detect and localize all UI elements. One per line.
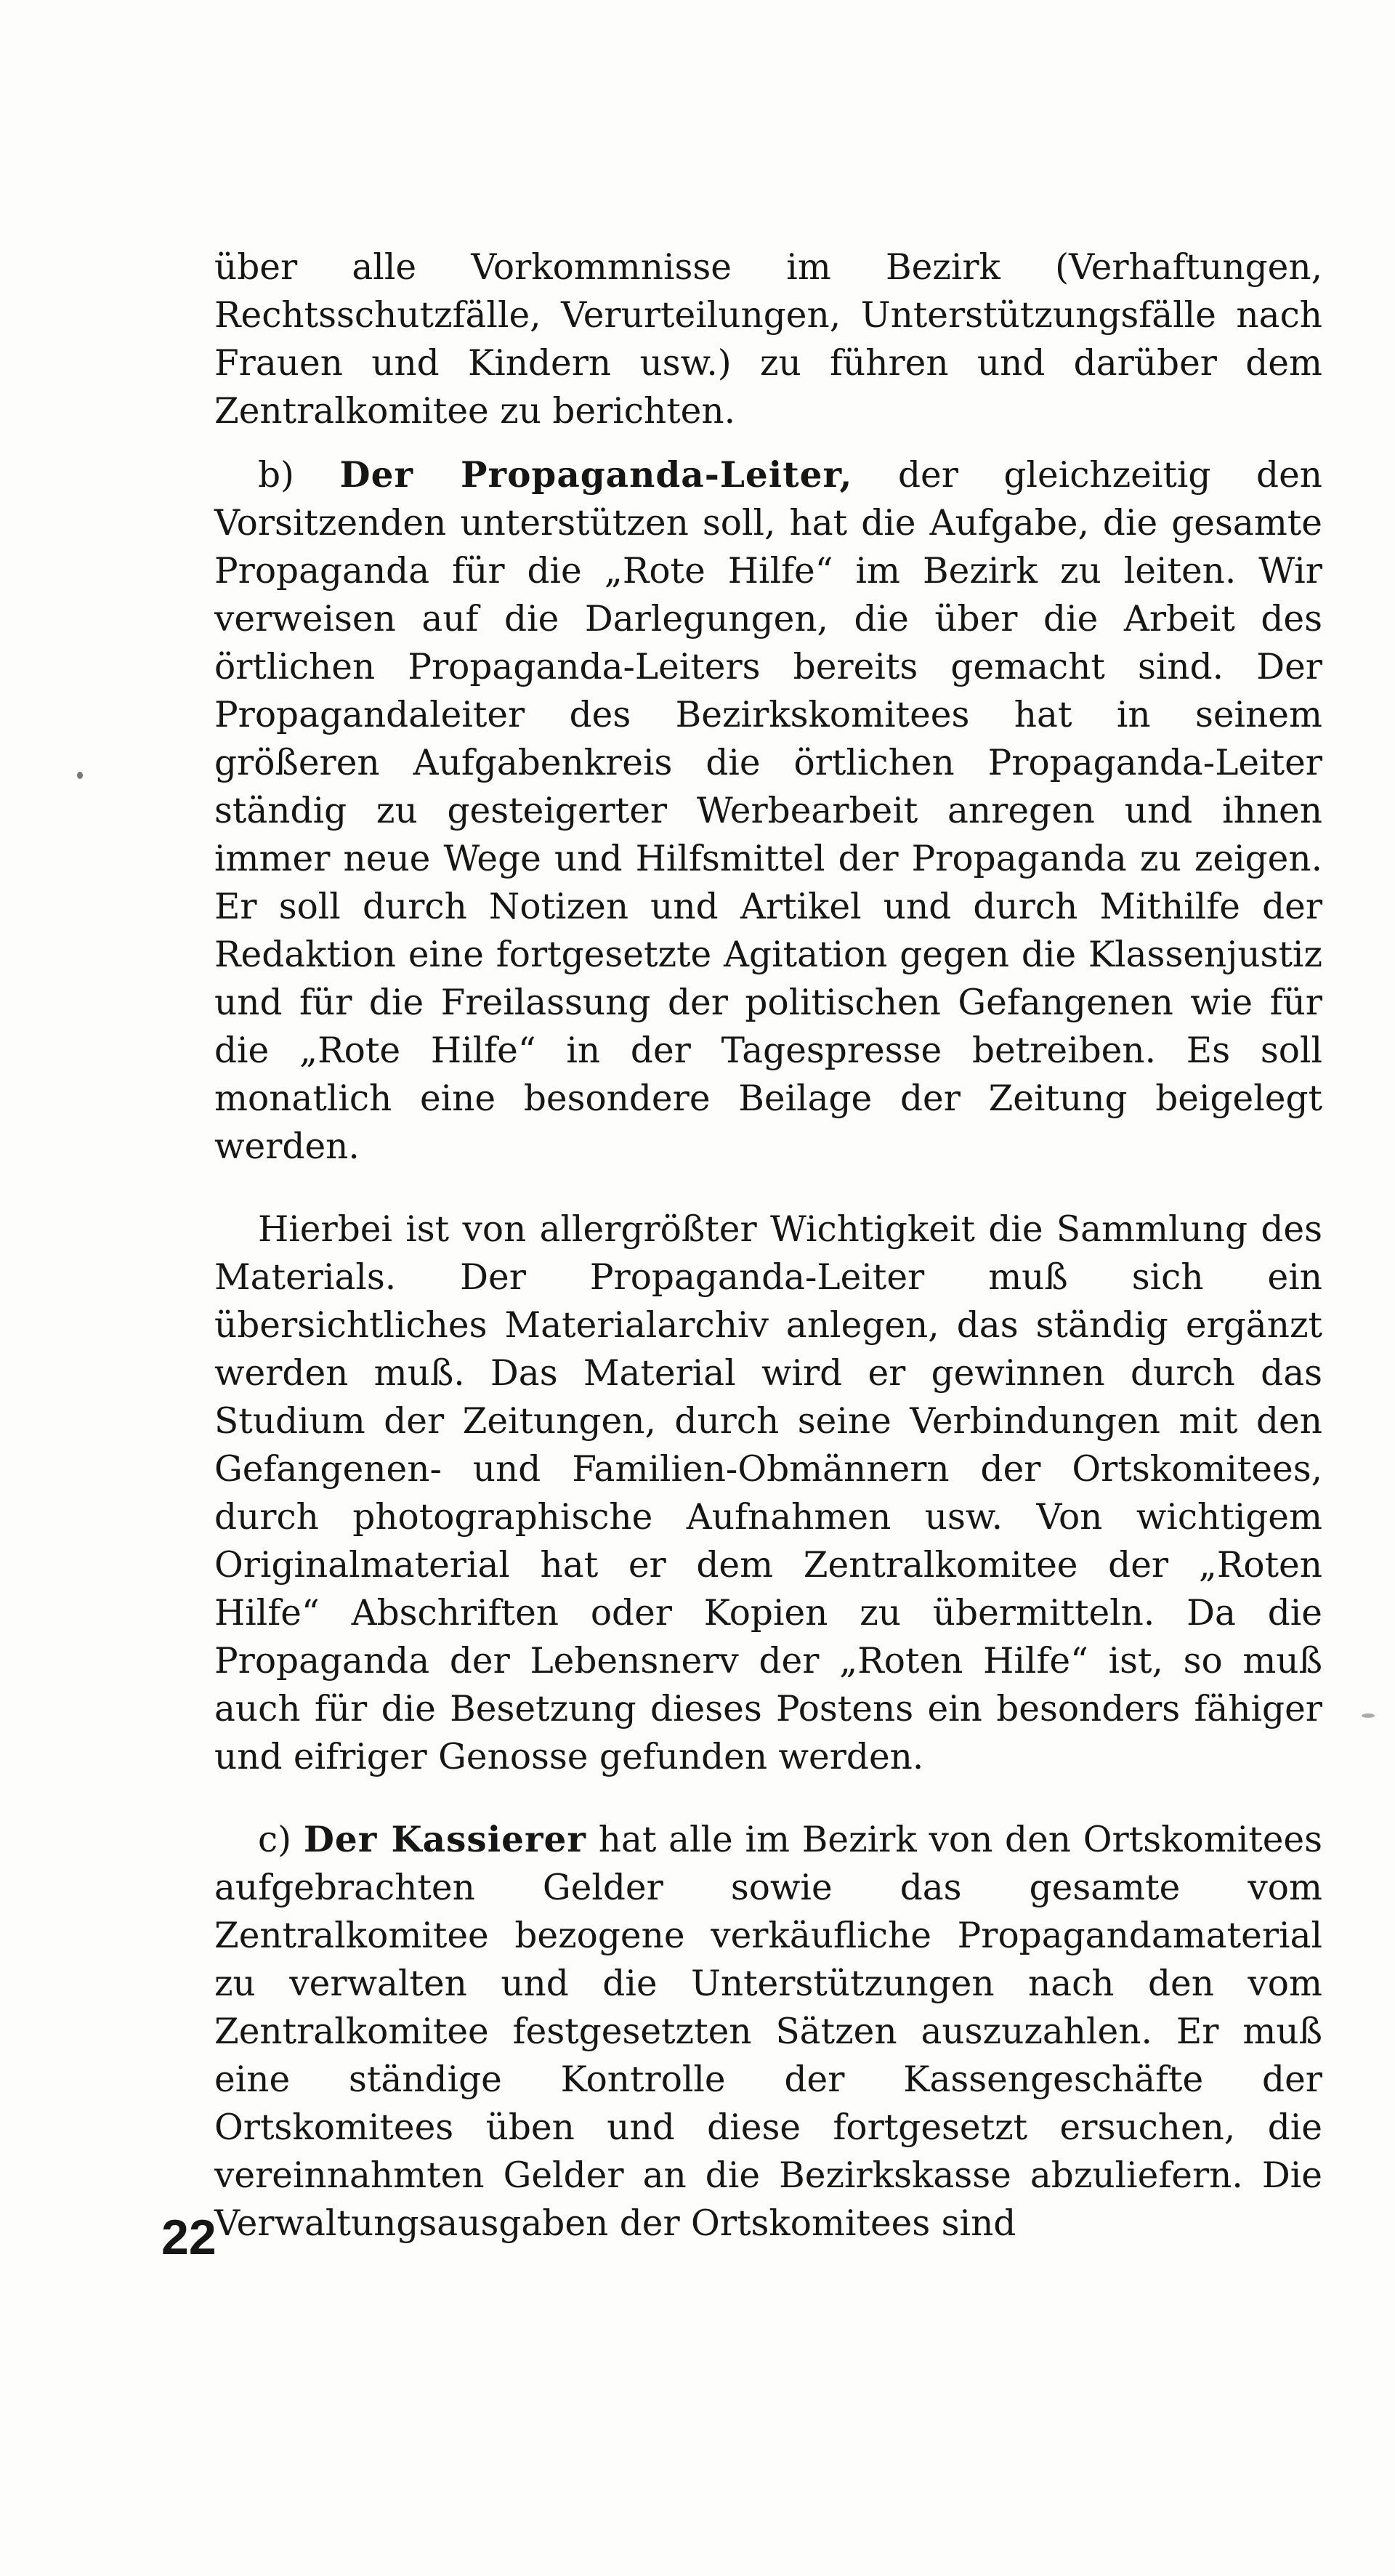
- page-number: 22: [161, 2210, 217, 2265]
- paragraph-text: hat alle im Bezirk von den Ortskomitees aufgebrachten Gelder sowie das gesamte vom Zentralkomitee bezogene verkäufliche Propagandamaterial zu verwalten und die Unterstützungen nach den vom Zentralkomitee festgesetzten Sätzen auszuzahlen. Er muß eine ständige Kontrolle der Kassengeschäfte der Ortskomitees üben und diese fortgesetzt ersuchen, die vereinnahmten Gelder an die Bezirkskasse abzuliefern. Die Verwaltungsausgaben der Ortskomitees sind: [214, 1820, 1322, 2244]
- paragraph-continued: [214, 243, 1322, 435]
- list-marker: b): [258, 455, 294, 496]
- paragraph-text: über alle Vorkommnisse im Bezirk (Verhaftungen, Rechtsschutzfälle, Verurteilungen, Unterstützungsfälle nach Frauen und Kindern usw.) zu führen und darüber dem Zentralkomitee zu berichten.: [214, 247, 1322, 432]
- section-heading: Der Propaganda-Leiter,: [339, 454, 853, 496]
- section-heading: Der Kassierer: [303, 1819, 586, 1860]
- paragraph-propaganda-leiter: [214, 451, 1322, 1171]
- list-marker: c): [258, 1820, 292, 1860]
- paragraph-materials: [214, 1206, 1322, 1781]
- scan-speck: [77, 772, 83, 779]
- paragraph-text: Hierbei ist von allergrößter Wichtigkeit die Sammlung des Materials. Der Propaganda-Leiter muß sich ein übersichtliches Materialarchiv anlegen, das ständig ergänzt werden muß. Das Material wird er gewinnen durch das Studium der Zeitungen, durch seine Verbindungen mit den Gefangenen- und Familien-Obmännern der Ortskomitees, durch photographische Aufnahmen usw. Von wichtigem Originalmaterial hat er dem Zentralkomitee der „Roten Hilfe“ Abschriften oder Kopien zu übermitteln. Da die Propaganda der Lebensnerv der „Roten Hilfe“ ist, so muß auch für die Besetzung dieses Postens ein besonders fähiger und eifriger Genosse gefunden werden.: [214, 1209, 1322, 1777]
- body-text: [214, 243, 1322, 2248]
- paragraph-text: der gleichzeitig den Vorsitzenden unterstützen soll, hat die Aufgabe, die gesamte Propaganda für die „Rote Hilfe“ im Bezirk zu leiten. Wir verweisen auf die Darlegungen, die über die Arbeit des örtlichen Propaganda-Leiters bereits gemacht sind. Der Propagandaleiter des Bezirkskomitees hat in seinem größeren Aufgabenkreis die örtlichen Propaganda-Leiter ständig zu gesteigerter Werbearbeit anregen und ihnen immer neue Wege und Hilfsmittel der Propaganda zu zeigen. Er soll durch Notizen und Artikel und durch Mithilfe der Redaktion eine fortgesetzte Agitation gegen die Klassenjustiz und für die Freilassung der politischen Gefangenen wie für die „Rote Hilfe“ in der Tagespresse betreiben. Es soll monatlich eine besondere Beilage der Zeitung beigelegt werden.: [214, 455, 1323, 1167]
- scan-speck: [1362, 1713, 1375, 1718]
- paragraph-kassierer: [214, 1816, 1322, 2248]
